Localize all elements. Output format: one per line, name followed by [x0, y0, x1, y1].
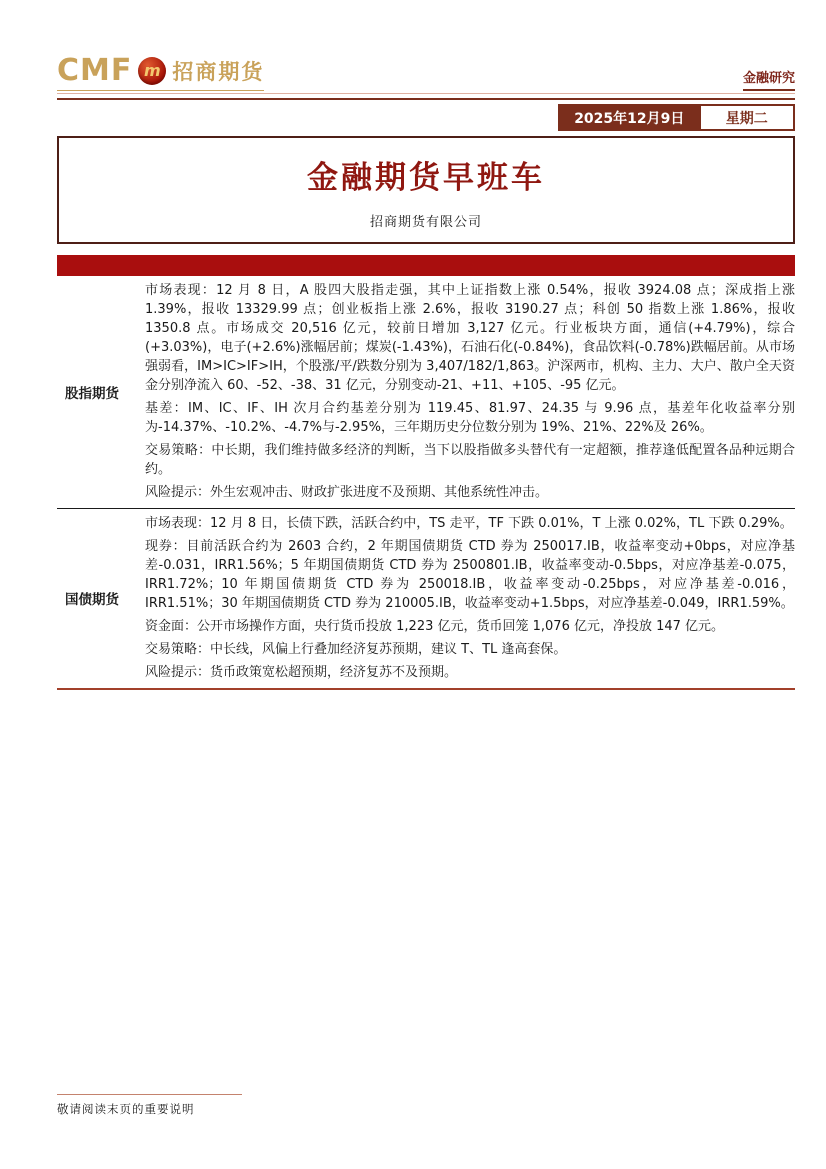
- empty-space: [57, 690, 795, 1094]
- research-category-label: 金融研究: [743, 67, 795, 91]
- paragraph-basis: [145, 399, 795, 437]
- paragraph-lead: 交易策略：: [145, 443, 212, 458]
- report-footer: [57, 1094, 795, 1117]
- report-table: [57, 276, 795, 690]
- footer-note: 敬请阅读末页的重要说明: [57, 1102, 195, 1116]
- table-row-treasury-futures: [57, 508, 795, 688]
- section-banner: [57, 255, 795, 276]
- paragraph-text: 12 月 8 日，长债下跌，活跃合约中，TS 走平，TF 下跌 0.01%，T 上涨 0.02%，TL 下跌 0.29%。: [210, 516, 793, 531]
- paragraph-risk-warning: [145, 663, 795, 682]
- paragraph-cash-bonds: [145, 537, 795, 613]
- paragraph-market-performance: [145, 281, 795, 395]
- cmf-logo: [57, 53, 265, 91]
- paragraph-trading-strategy: [145, 441, 795, 479]
- paragraph-lead: 市场表现：: [145, 516, 211, 531]
- paragraph-trading-strategy: [145, 640, 795, 659]
- row-label-stock-index-futures: 股指期货: [65, 385, 119, 402]
- date-strip: [558, 104, 795, 131]
- report-title: 金融期货早班车: [307, 160, 545, 196]
- paragraph-text: 公开市场操作方面，央行货币投放 1,223 亿元，货币回笼 1,076 亿元，净投放 147 亿元。: [197, 619, 725, 634]
- paragraph-text: IM、IC、IF、IH 次月合约基差分别为 119.45、81.97、24.35 与 9.96 点，基差年化收益率分别为-14.37%、-10.2%、-4.7%与-2.95%，三年期历史分位数分别为 19%、21%、22%及 26%。: [145, 401, 795, 435]
- paragraph-text: 中长期，我们维持做多经济的判断，当下以股指做多头替代有一定超额，推荐逢低配置各品种远期合约。: [145, 443, 795, 477]
- company-logo-name: 招商期货: [172, 60, 265, 84]
- footer-divider: [57, 1094, 242, 1095]
- cmf-logo-text: CMF: [57, 53, 133, 88]
- company-name: 招商期货有限公司: [369, 215, 482, 230]
- paragraph-lead: 现券：: [145, 539, 187, 554]
- paragraph-text: 中长线，风偏上行叠加经济复苏预期，建议 T、TL 逢高套保。: [210, 642, 567, 657]
- paragraph-risk-warning: [145, 483, 795, 502]
- paragraph-text: 外生宏观冲击、财政扩张进度不及预期、其他系统性冲击。: [210, 485, 549, 500]
- report-header: [57, 53, 795, 91]
- paragraph-funding: [145, 617, 795, 636]
- paragraph-text: 目前活跃合约为 2603 合约，2 年期国债期货 CTD 券为 250017.IB，收益率变动+0bps，对应净基差-0.031，IRR1.56%；5 年期国债期货 CTD 券为 2500801.IB，收益率变动-0.5bps，对应净基差-0.075，IRR1.72%；10 年期国债期货 CTD 券为 250018.IB，收益率变动-0.25bps，对应净基差-0.016，IRR1.51%；30 年期国债期货 CTD 券为 210005.IB，收益率变动+1.5bps，对应净基差-0.049，IRR1.59%。: [145, 539, 795, 611]
- report-weekday: 星期二: [699, 106, 793, 129]
- paragraph-lead: 风险提示：: [145, 665, 211, 680]
- row-label-treasury-futures: 国债期货: [65, 592, 119, 608]
- table-row-stock-index-futures: [57, 276, 795, 508]
- paragraph-market-performance: [145, 514, 795, 533]
- title-box: [57, 136, 795, 244]
- paragraph-lead: 市场表现：: [145, 283, 217, 298]
- paragraph-lead: 基差：: [145, 401, 188, 416]
- header-divider: [57, 93, 795, 100]
- paragraph-text: 货币政策宽松超预期，经济复苏不及预期。: [210, 665, 458, 680]
- cmf-logo-icon-letter: m: [144, 61, 161, 80]
- paragraph-lead: 资金面：: [145, 619, 198, 634]
- row-content-treasury-futures: [145, 514, 795, 682]
- report-date: 2025年12月9日: [560, 106, 699, 129]
- row-content-stock-index-futures: [145, 281, 795, 502]
- cmf-logo-icon: [138, 57, 166, 85]
- paragraph-lead: 交易策略：: [145, 642, 211, 657]
- paragraph-text: 12 月 8 日，A 股四大股指走强，其中上证指数上涨 0.54%，报收 3924.08 点；深成指上涨 1.39%，报收 13329.99 点；创业板指上涨 2.6%，报收 3190.27 点；科创 50 指数上涨 1.86%，报收 1350.8 点。市场成交 20,516 亿元，较前日增加 3,127 亿元。行业板块方面，通信(+4.79%)，综合(+3.03%)，电子(+2.6%)涨幅居前；煤炭(-1.43%)，石油石化(-0.84%)，食品饮料(-0.78%)跌幅居前。从市场强弱看，IM>IC>IF>IH，个股涨/平/跌数分别为 3,407/182/1,863。沪深两市，机构、主力、大户、散户全天资金分别净流入 60、-52、-38、31 亿元，分别变动-21、+11、+105、-95 亿元。: [145, 283, 795, 393]
- paragraph-lead: 风险提示：: [145, 485, 211, 500]
